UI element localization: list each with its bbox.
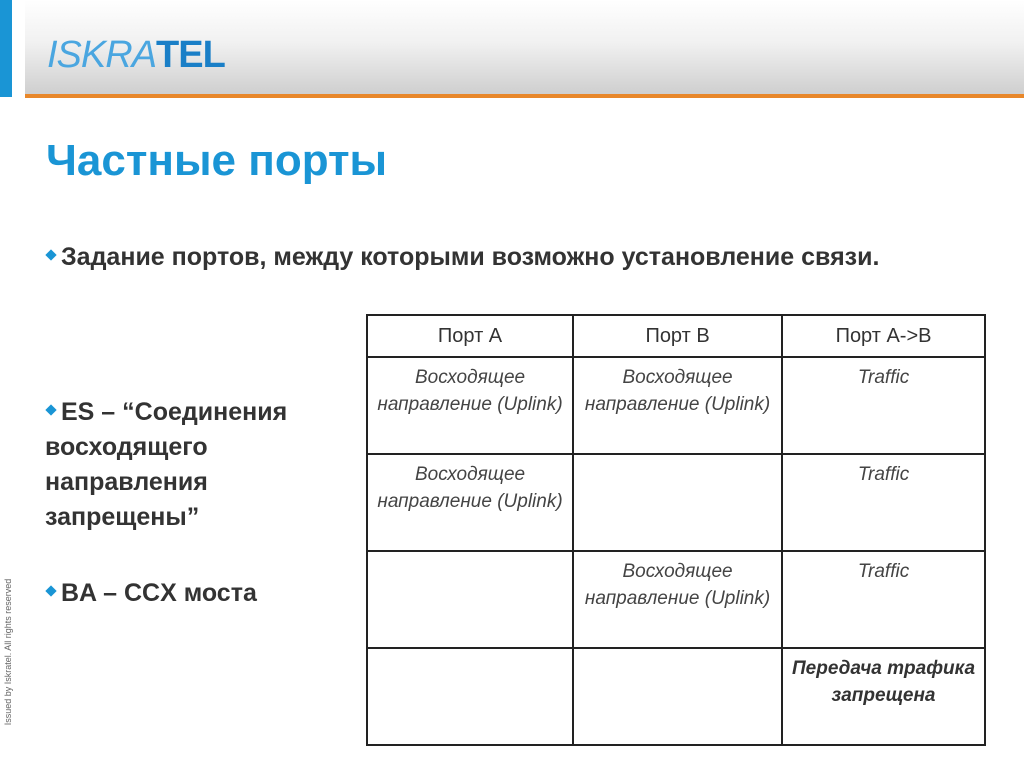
- table-cell: [367, 551, 573, 648]
- table-row: [367, 551, 985, 648]
- bullet-1: [45, 240, 945, 275]
- bullet-diamond-icon: [45, 250, 56, 261]
- logo-part-tel: TEL: [156, 34, 225, 76]
- bullet-1-text: Задание портов, между которыми возможно установление связи.: [61, 243, 880, 271]
- table-header-cell: Порт B: [573, 315, 782, 357]
- bullet-2-text: ES – “Соединения восходящего направления запрещены”: [45, 398, 288, 531]
- table-cell: [573, 648, 782, 745]
- table-cell: [782, 648, 985, 745]
- table-cell-text: Восходящее направление (Uplink): [584, 561, 771, 609]
- bullet-diamond-icon: [45, 405, 56, 416]
- bullet-3: [45, 576, 345, 611]
- table-cell: [573, 454, 782, 551]
- bullet-2: [45, 395, 345, 535]
- logo-part-iskra: ISKRA: [47, 34, 157, 76]
- table-cell-text: Восходящее направление (Uplink): [377, 367, 563, 415]
- table-cell: [573, 551, 782, 648]
- table-header-cell: Порт A: [367, 315, 573, 357]
- table-row: [367, 357, 985, 454]
- bullet-3-text: BA – CCX моста: [61, 579, 257, 607]
- table-cell-text: Traffic: [857, 561, 910, 582]
- table-cell: [367, 648, 573, 745]
- table-cell-text: Traffic: [857, 367, 910, 388]
- header-divider: [25, 94, 1024, 98]
- table-cell: [782, 454, 985, 551]
- table-cell: [367, 454, 573, 551]
- table-header-row: [367, 315, 985, 357]
- slide-title: Частные порты: [46, 136, 388, 185]
- table-cell-text: Восходящее направление (Uplink): [377, 464, 563, 512]
- copyright-note: Issued by Iskratel. All rights reserved: [3, 578, 13, 726]
- table-row: [367, 454, 985, 551]
- table-cell-text: Восходящее направление (Uplink): [584, 367, 771, 415]
- iskratel-logo: [47, 36, 225, 74]
- bullet-diamond-icon: [45, 586, 56, 597]
- table-cell: [782, 357, 985, 454]
- table-cell: [573, 357, 782, 454]
- table-header-cell: Порт A->B: [782, 315, 985, 357]
- table-cell-text: Передача трафика запрещена: [792, 658, 976, 706]
- table-cell: [367, 357, 573, 454]
- ports-table: [366, 314, 986, 746]
- side-accent-bar: [0, 0, 12, 97]
- table-cell: [782, 551, 985, 648]
- table-cell-text: Traffic: [857, 464, 910, 485]
- table-row: [367, 648, 985, 745]
